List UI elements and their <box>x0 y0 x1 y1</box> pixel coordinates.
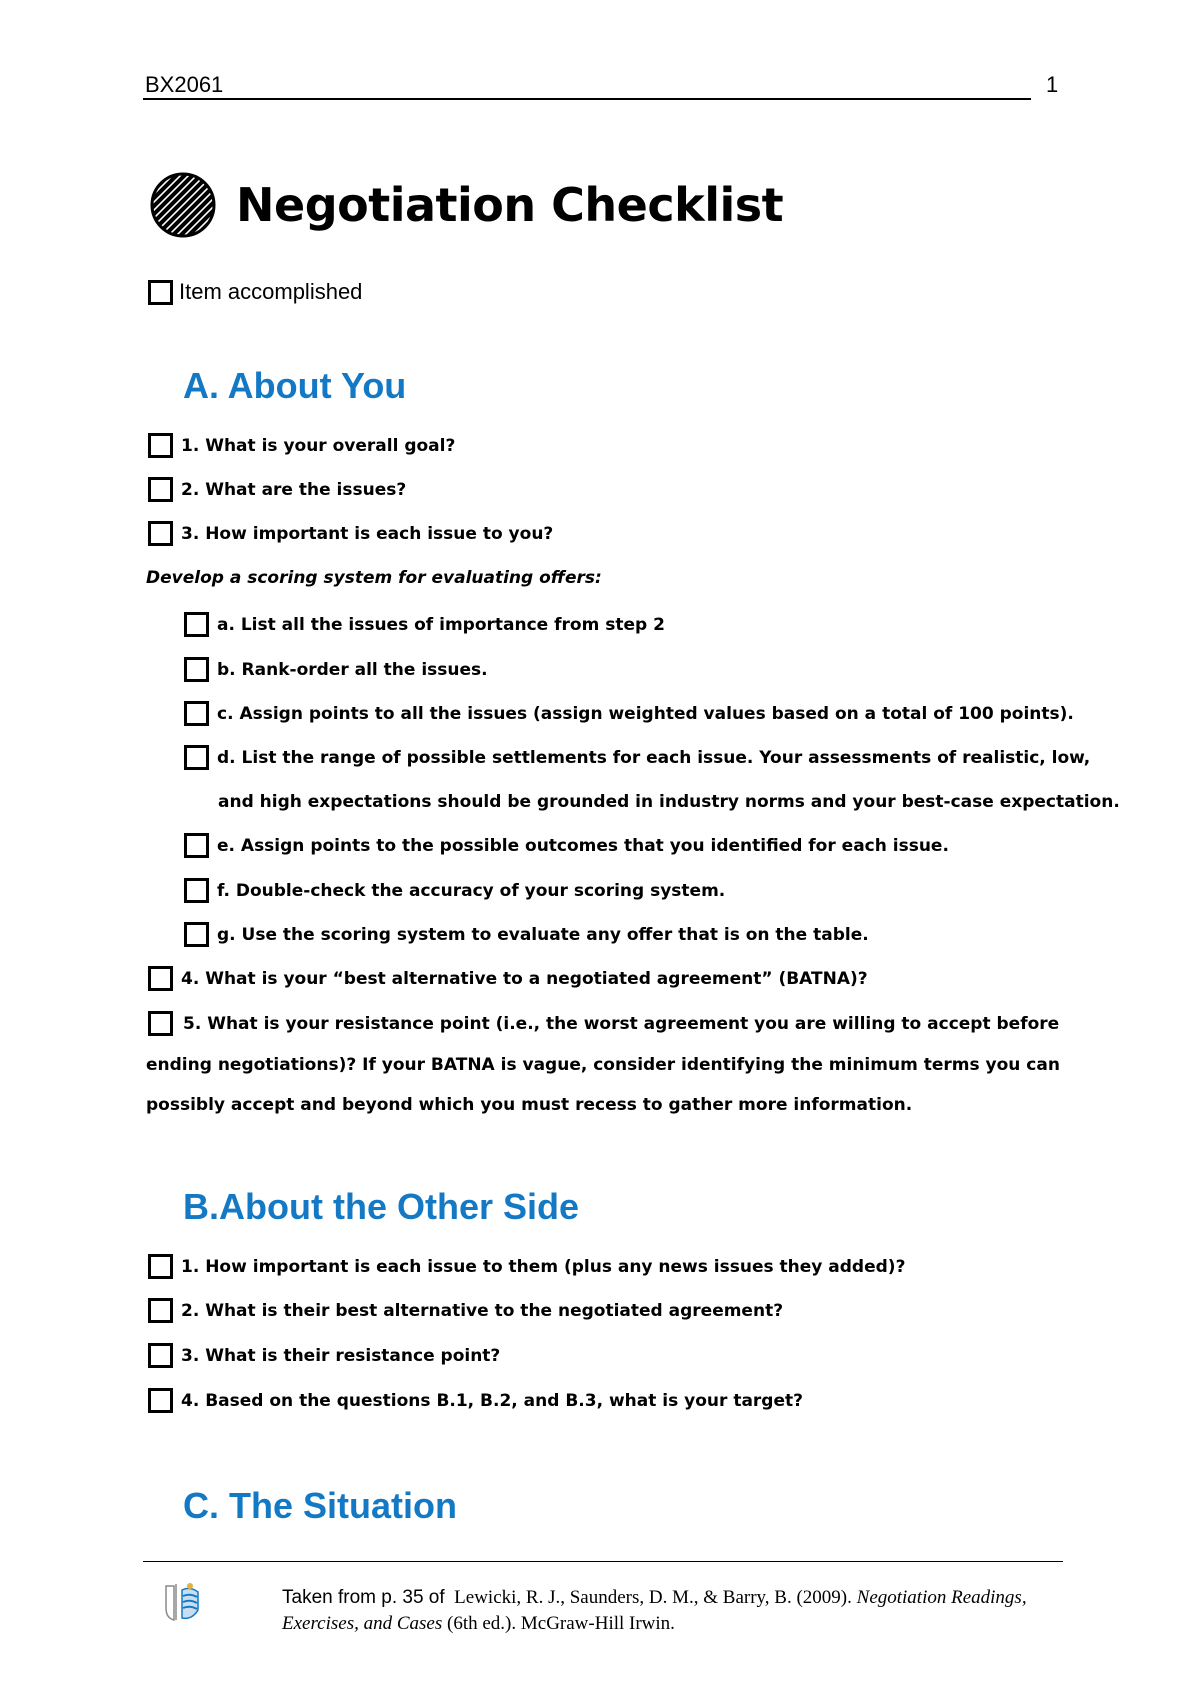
course-code: BX2061 <box>145 72 224 97</box>
checklist-item-b4 <box>148 1388 803 1413</box>
checkbox[interactable] <box>184 612 209 637</box>
checklist-item-a4 <box>148 966 868 991</box>
legend <box>148 279 362 305</box>
section-a-heading: A. About You <box>183 365 407 406</box>
citation-lead: Taken from p. 35 of <box>282 1587 445 1608</box>
checklist-item-a2 <box>148 477 406 502</box>
checklist-subitem-g <box>184 922 869 947</box>
checklist-item-a3 <box>148 521 553 546</box>
checklist-subitem-d <box>184 745 1090 770</box>
university-logo-icon <box>162 1580 204 1622</box>
checkbox[interactable] <box>184 701 209 726</box>
checkbox[interactable] <box>148 1388 173 1413</box>
checkbox[interactable] <box>148 1011 173 1036</box>
item-label: 3. What is their resistance point? <box>181 1345 501 1366</box>
item-label: 1. What is your overall goal? <box>181 435 456 456</box>
checkbox[interactable] <box>184 833 209 858</box>
section-b-heading: B.About the Other Side <box>183 1186 579 1227</box>
header-divider <box>143 98 1031 100</box>
legend-label: Item accomplished <box>179 279 363 304</box>
item-label: 5. What is your resistance point (i.e., the worst agreement you are willing to accept before <box>183 1013 1060 1034</box>
legend-checkbox <box>148 280 173 305</box>
item-a5-continuation-1: ending negotiations)? If your BATNA is vague, consider identifying the minimum terms you can <box>146 1055 1060 1075</box>
checklist-subitem-e <box>184 833 949 858</box>
scoring-note: Develop a scoring system for evaluating offers: <box>146 568 602 588</box>
page-number: 1 <box>1046 72 1059 97</box>
section-c-heading: C. The Situation <box>183 1485 457 1526</box>
item-label: 4. What is your “best alternative to a negotiated agreement” (BATNA)? <box>181 968 868 989</box>
checkbox[interactable] <box>184 657 209 682</box>
checklist-subitem-c <box>184 701 1074 726</box>
item-label: 2. What is their best alternative to the negotiated agreement? <box>181 1300 784 1321</box>
item-label: 1. How important is each issue to them (plus any news issues they added)? <box>181 1256 906 1277</box>
checklist-item-b3 <box>148 1343 500 1368</box>
item-label: 3. How important is each issue to you? <box>181 523 554 544</box>
checkbox[interactable] <box>148 1298 173 1323</box>
item-label: d. List the range of possible settlements for each issue. Your assessments of realistic, low, <box>217 747 1091 768</box>
checkbox[interactable] <box>148 1343 173 1368</box>
checklist-subitem-a <box>184 612 665 637</box>
checkbox[interactable] <box>148 1254 173 1279</box>
hatched-circle-icon <box>150 172 216 238</box>
checkbox[interactable] <box>148 477 173 502</box>
citation-edition: (6th ed.). McGraw-Hill Irwin. <box>447 1613 675 1634</box>
page-title: Negotiation Checklist <box>236 178 784 232</box>
citation-authors: Lewicki, R. J., Saunders, D. M., & Barry, B. (2009). <box>454 1587 852 1608</box>
item-label: a. List all the issues of importance from step 2 <box>217 614 665 635</box>
checkbox[interactable] <box>148 966 173 991</box>
item-label: f. Double-check the accuracy of your scoring system. <box>217 880 726 901</box>
item-a5-continuation-2: possibly accept and beyond which you must recess to gather more information. <box>146 1095 913 1115</box>
checklist-item-a1 <box>148 433 455 458</box>
item-label: 2. What are the issues? <box>181 479 407 500</box>
checklist-item-b2 <box>148 1298 783 1323</box>
checkbox[interactable] <box>148 521 173 546</box>
citation-title-part1: Negotiation Readings, <box>856 1587 1027 1608</box>
item-label: e. Assign points to the possible outcomes that you identified for each issue. <box>217 835 949 856</box>
subitem-d-continuation: and high expectations should be grounded in industry norms and your best-case expectation. <box>218 792 1120 812</box>
checkbox[interactable] <box>148 433 173 458</box>
footer-citation <box>282 1585 1052 1637</box>
item-label: g. Use the scoring system to evaluate any offer that is on the table. <box>217 924 869 945</box>
checklist-item-a5 <box>148 1011 1058 1036</box>
checklist-item-b1 <box>148 1254 905 1279</box>
title-block <box>150 165 783 245</box>
checkbox[interactable] <box>184 878 209 903</box>
item-label: b. Rank-order all the issues. <box>217 659 488 680</box>
checkbox[interactable] <box>184 745 209 770</box>
item-label: c. Assign points to all the issues (assign weighted values based on a total of 100 points). <box>217 703 1074 724</box>
checklist-subitem-b <box>184 657 488 682</box>
checklist-subitem-f <box>184 878 725 903</box>
item-label: 4. Based on the questions B.1, B.2, and B.3, what is your target? <box>181 1390 803 1411</box>
citation-title-part2: Exercises, and Cases <box>282 1613 443 1634</box>
checkbox[interactable] <box>184 922 209 947</box>
footer-divider <box>143 1561 1063 1562</box>
